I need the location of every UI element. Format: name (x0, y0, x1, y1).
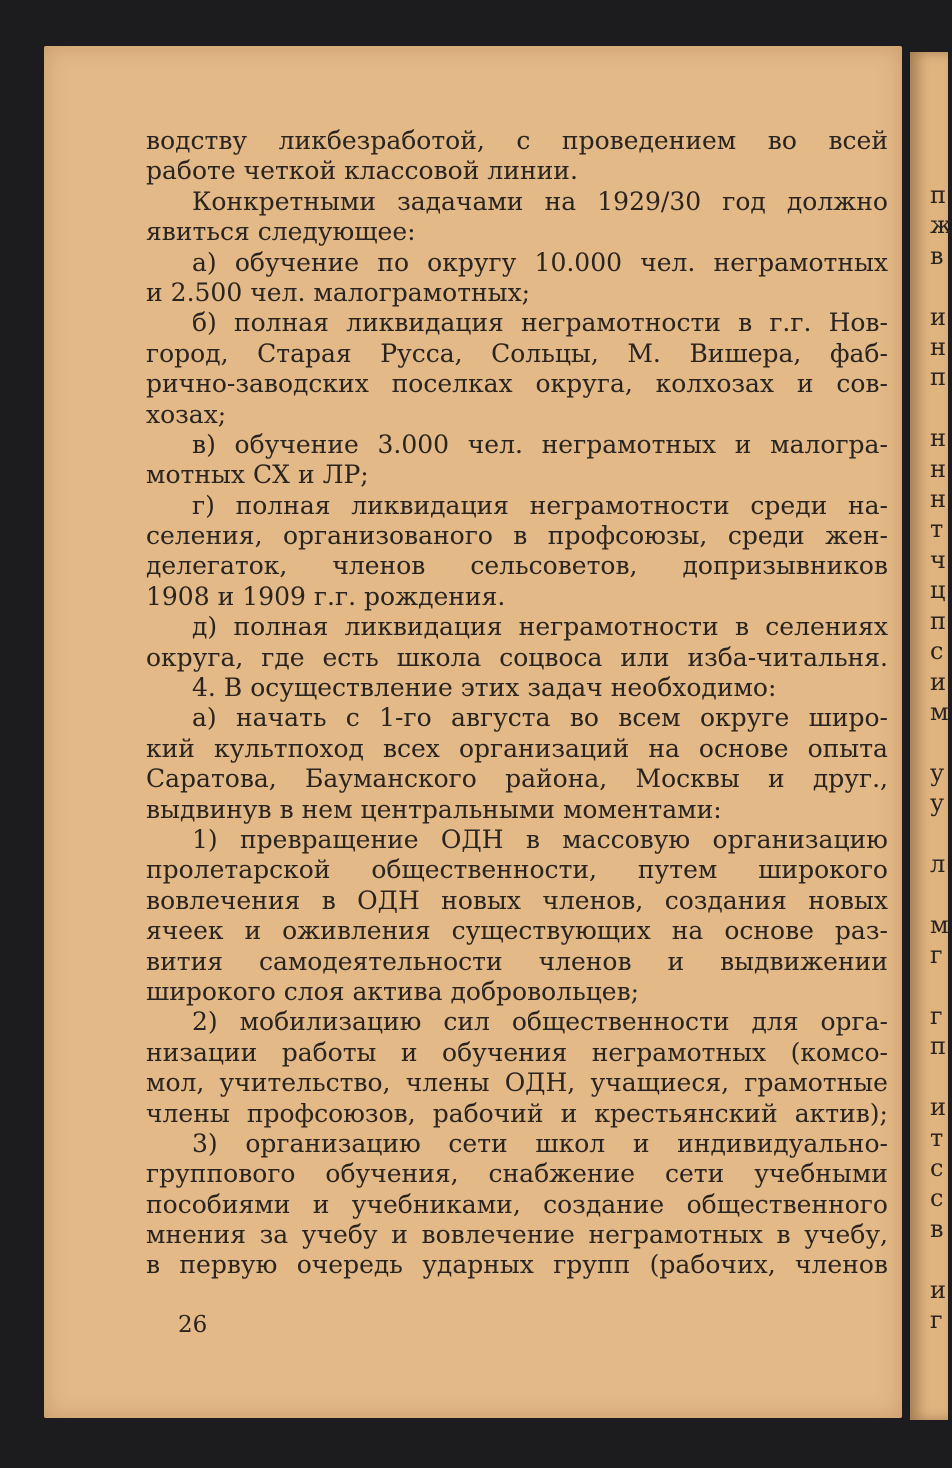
text-line: в) обучение 3.000 чел. неграмотных и малогра- (192, 429, 888, 459)
adjacent-page-edge (910, 52, 952, 1420)
text-line: водству ликбезработой, с проведением во всей (146, 126, 888, 155)
text-line: мнения за учебу и вовлечение неграмотных в учебу, (146, 1220, 888, 1250)
text-line: мол, учительство, члены ОДН, учащиеся, грамотные (146, 1068, 888, 1098)
text-line: хозах; (146, 399, 227, 429)
text-line: члены профсоюзов, рабочий и крестьянский актив); (146, 1098, 888, 1128)
text-line: селения, организованого в профсоюзы, среди жен- (146, 521, 888, 551)
text-line: ячеек и оживления существующих на основе раз- (146, 916, 888, 946)
text-line: Конкретными задачами на 1929/30 год должно (192, 186, 888, 216)
text-line: делегаток, членов сельсоветов, допризывников (146, 551, 888, 581)
page-number: 26 (178, 1312, 208, 1338)
text-line: кий культпоход всех организаций на основе опыта (146, 733, 888, 763)
text-line: 1) превращение ОДН в массовую организацию (192, 824, 888, 854)
text-line: г) полная ликвидация неграмотности среди на- (192, 490, 888, 520)
text-line: работе четкой классовой линии. (146, 156, 578, 186)
text-line: б) полная ликвидация неграмотности в г.г. Нов- (192, 308, 888, 338)
text-line: округа, где есть школа соцвоса или изба-читальня. (146, 642, 888, 672)
text-line: д) полная ликвидация неграмотности в селениях (192, 612, 888, 642)
text-line: город, Старая Русса, Сольцы, М. Вишера, фаб- (146, 338, 888, 368)
text-line: в первую очередь ударных групп (рабочих, членов (146, 1250, 888, 1280)
text-line: вовлечения в ОДН новых членов, создания новых (146, 885, 888, 915)
text-line: 4. В осуществление этих задач необходимо: (192, 673, 777, 703)
text-line: 1908 и 1909 г.г. рождения. (146, 581, 506, 611)
text-line: 2) мобилизацию сил общественности для орга- (192, 1007, 888, 1037)
text-line: рично-заводских поселках округа, колхозах и сов- (146, 369, 888, 399)
text-line: а) обучение по округу 10.000 чел. неграмотных (192, 247, 888, 277)
text-line: вития самодеятельности членов и выдвижении (146, 946, 888, 976)
text-line: выдвинув в нем центральными моментами: (146, 794, 722, 824)
text-line: низации работы и обучения неграмотных (комсо- (146, 1037, 888, 1067)
text-line: широкого слоя актива добровольцев; (146, 976, 640, 1006)
text-line: группового обучения, снабжение сети учебными (146, 1159, 888, 1189)
text-line: а) начать с 1-го августа во всем округе широ- (192, 703, 888, 733)
text-line: явиться следующее: (146, 217, 416, 247)
text-line: мотных СХ и ЛР; (146, 460, 369, 490)
text-line: пособиями и учебниками, создание общественного (146, 1189, 888, 1219)
page-text (146, 126, 888, 1281)
text-line: и 2.500 чел. малограмотных; (146, 277, 531, 307)
text-line: 3) организацию сети школ и индивидуально- (192, 1128, 888, 1158)
adjacent-page-letters: п ж в и н п н н н т ч ц п с и м у у л м г г п и т с с в и г (930, 181, 952, 1335)
text-line: пролетарской общественности, путем широкого (146, 855, 888, 885)
text-line: Саратова, Бауманского района, Москвы и друг., (146, 764, 888, 794)
